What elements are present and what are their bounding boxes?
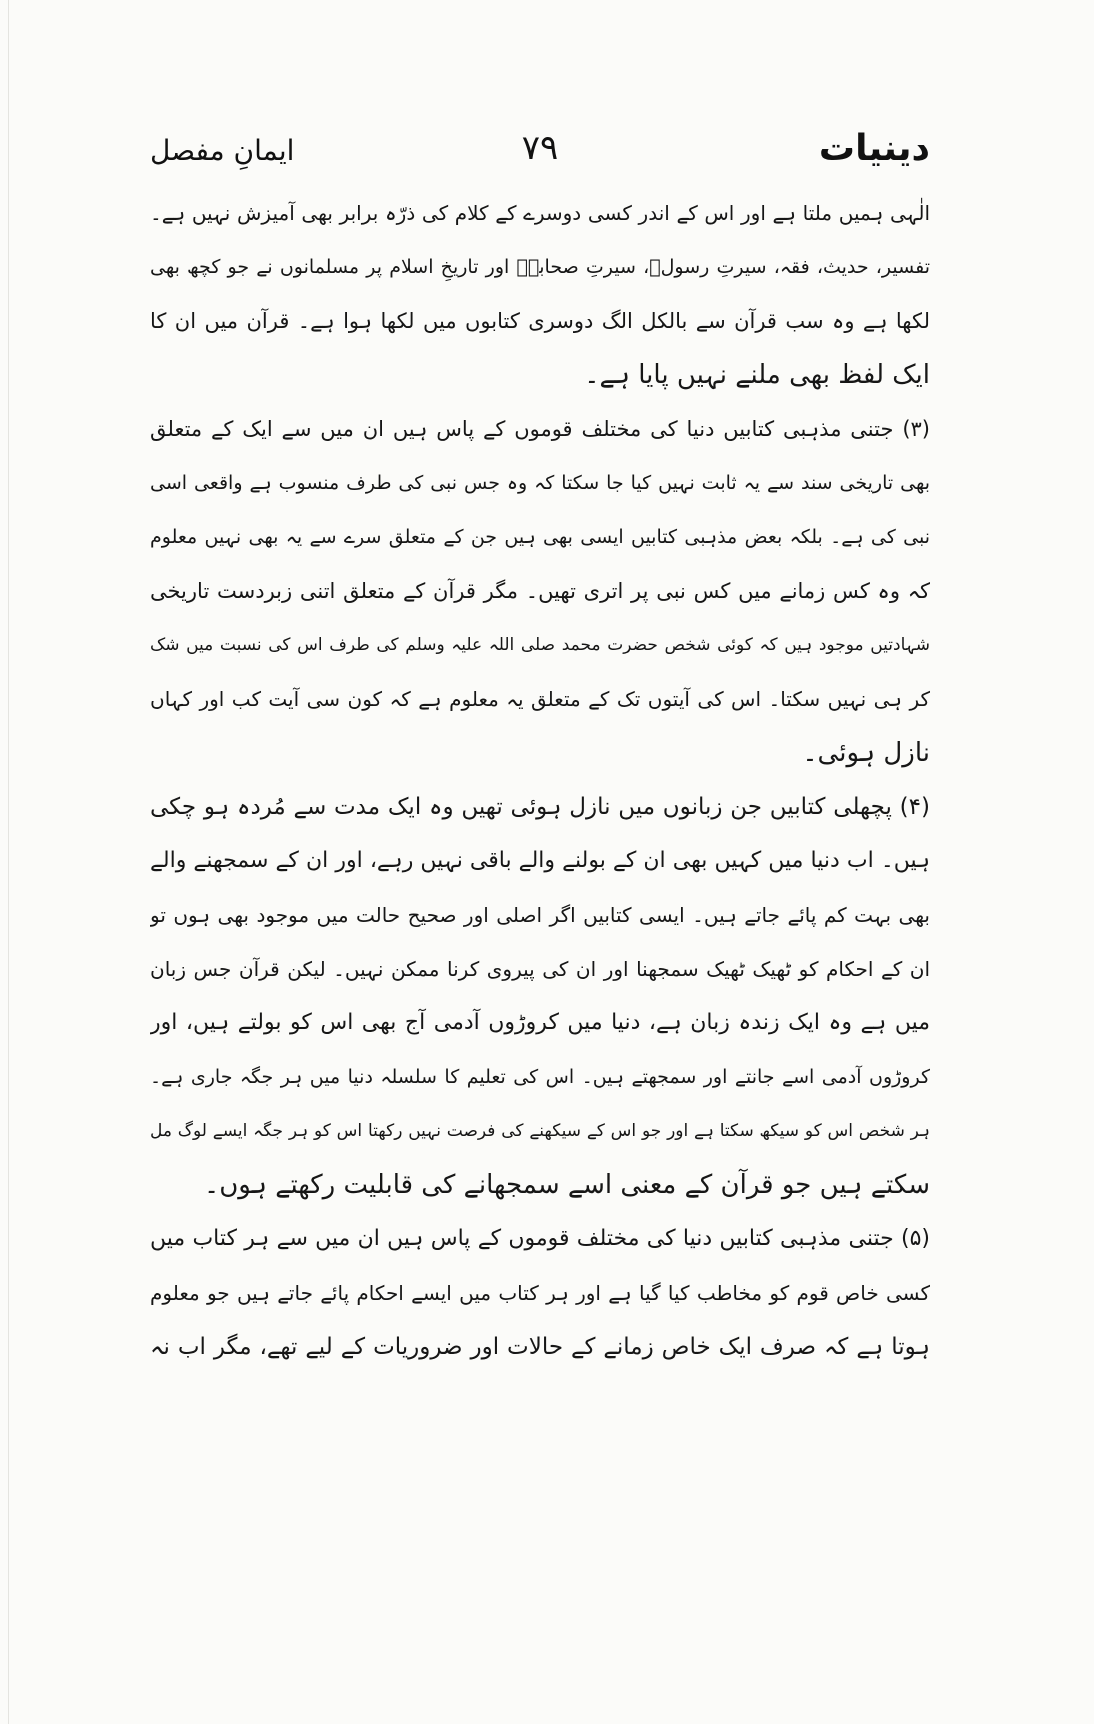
text-line: ان کے احکام کو ٹھیک ٹھیک سمجھنا اور ان کی پیروی کرنا ممکن نہیں۔ لیکن قرآن جس زبان: [150, 957, 930, 981]
text-line: کہ وہ کس زمانے میں کس نبی پر اتری تھیں۔ مگر قرآن کے متعلق اتنی زبردست تاریخی: [150, 579, 930, 603]
text-line: شہادتیں موجود ہیں کہ کوئی شخص حضرت محمد صلی اللہ علیہ وسلم کی طرف اس کی نسبت میں شک: [150, 635, 930, 655]
page-header: [150, 128, 930, 188]
text-line: (۳) جتنی مذہبی کتابیں دنیا کی مختلف قوموں کے پاس ہیں ان میں سے ایک کے متعلق: [150, 417, 930, 441]
text-line: لکھا ہے وہ سب قرآن سے بالکل الگ دوسری کتابوں میں لکھا ہوا ہے۔ قرآن میں ان کا: [150, 309, 930, 333]
text-line: بھی بہت کم پائے جاتے ہیں۔ ایسی کتابیں اگر اصلی اور صحیح حالت میں موجود بھی ہوں تو: [150, 903, 930, 927]
text-line: نازل ہوئی۔: [802, 738, 930, 768]
text-line: کر ہی نہیں سکتا۔ اس کی آیتوں تک کے متعلق یہ معلوم ہے کہ کون سی آیت کب اور کہاں: [150, 687, 930, 711]
text-line: تفسیر، حدیث، فقہ، سیرتِ رسولؐ، سیرتِ صحابہؓ اور تاریخِ اسلام پر مسلمانوں نے جو کچھ بھی: [150, 256, 930, 278]
text-line: میں ہے وہ ایک زندہ زبان ہے، دنیا میں کروڑوں آدمی آج بھی اس کو بولتے ہیں، اور: [150, 1010, 930, 1035]
body-text: [150, 186, 930, 1374]
text-line: بھی تاریخی سند سے یہ ثابت نہیں کیا جا سکتا کہ وہ جس نبی کی طرف منسوب ہے واقعی اسی: [150, 472, 930, 494]
text-line: ہیں۔ اب دنیا میں کہیں بھی ان کے بولنے والے باقی نہیں رہے، اور ان کے سمجھنے والے: [150, 848, 930, 873]
chapter-title: ایمانِ مفصل: [150, 134, 295, 167]
text-line: ہر شخص اس کو سیکھ سکتا ہے اور جو اس کے سیکھنے کی فرصت نہیں رکھتا اس کو ہر جگہ ایسے لوگ مل: [150, 1121, 930, 1141]
page-edge-line: [8, 0, 9, 1724]
text-line: کروڑوں آدمی اسے جانتے اور سمجھتے ہیں۔ اس کی تعلیم کا سلسلہ دنیا میں ہر جگہ جاری ہے۔: [150, 1066, 930, 1088]
text-line: (۴) پچھلی کتابیں جن زبانوں میں نازل ہوئی تھیں وہ ایک مدت سے مُردہ ہو چکی: [150, 794, 930, 820]
text-line: ایک لفظ بھی ملنے نہیں پایا ہے۔: [584, 360, 930, 390]
text-line: ہوتا ہے کہ صرف ایک خاص زمانے کے حالات اور ضروریات کے لیے تھے، مگر اب نہ: [150, 1334, 930, 1360]
text-line: نبی کی ہے۔ بلکہ بعض مذہبی کتابیں ایسی بھی ہیں جن کے متعلق سرے سے یہ بھی نہیں معلوم: [150, 526, 930, 548]
text-line: کسی خاص قوم کو مخاطب کیا گیا ہے اور ہر کتاب میں ایسے احکام پائے جاتے ہیں جو معلوم: [150, 1281, 930, 1305]
text-line: سکتے ہیں جو قرآن کے معنی اسے سمجھانے کی قابلیت رکھتے ہوں۔: [203, 1170, 930, 1200]
book-title: دینیات: [818, 128, 930, 169]
text-line: (۵) جتنی مذہبی کتابیں دنیا کی مختلف قوموں کے پاس ہیں ان میں سے ہر کتاب میں: [150, 1226, 930, 1251]
page-number: ۷۹: [521, 128, 559, 168]
text-line: الٰہی ہمیں ملتا ہے اور اس کے اندر کسی دوسرے کے کلام کی ذرّہ برابر بھی آمیزش نہیں ہے۔: [150, 201, 930, 225]
